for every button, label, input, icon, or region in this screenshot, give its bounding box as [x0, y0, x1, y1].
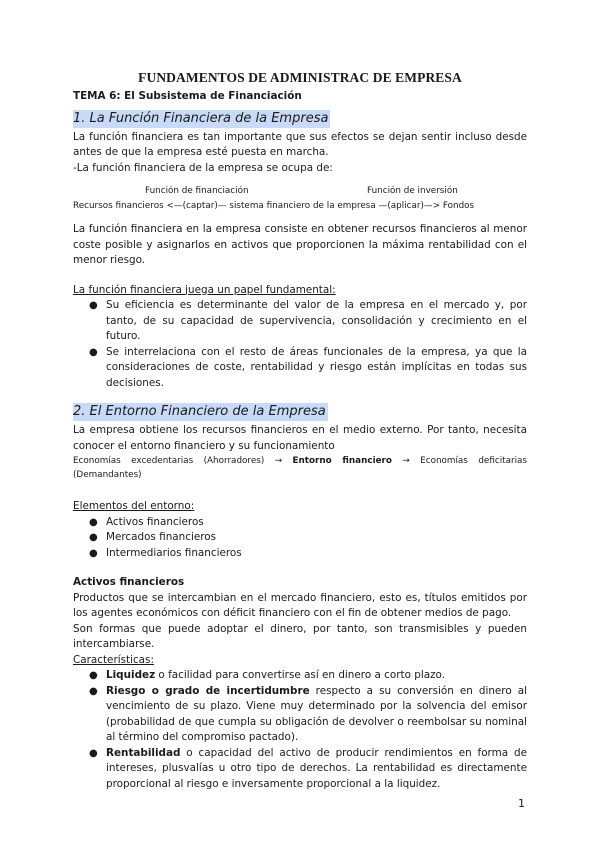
page-content: [73, 70, 527, 792]
section1-paragraph: La función financiera en la empresa consiste en obtener recursos financieros al menor coste posible y asignarlos en activos que proporcionen la máxima rentabilidad con el menor riesgo.: [73, 223, 527, 266]
elements-heading: Elementos del entorno:: [73, 500, 195, 512]
list-item: ● Mercados financieros: [73, 530, 527, 546]
list-item: ● Liquidez o facilidad para convertirse así en dinero a corto plazo.: [73, 668, 527, 684]
bullet-icon: ●: [89, 685, 98, 697]
list-item: ● Su eficiencia es determinante del valor de la empresa en el mercado y, por tanto, de su capacidad de supervivencia, consolidación y crecimiento en el futuro.: [89, 299, 527, 342]
function-labels: [73, 185, 527, 199]
bullet-icon: ●: [89, 747, 98, 759]
bullet-icon: ●: [89, 516, 98, 528]
activos-p2: Son formas que puede adoptar el dinero, por tanto, son transmisibles y pueden intercambiarse.: [73, 622, 527, 650]
page-number: 1: [518, 797, 525, 810]
bullet-icon: ●: [89, 532, 98, 543]
bullet-icon: ●: [89, 300, 98, 311]
activos-p1: Productos que se intercambian en el mercado financiero, esto es, títulos emitidos por los agentes económicos con déficit financiero con el fin de obtener medios de pago.: [73, 591, 527, 619]
bullet-icon: ●: [89, 670, 98, 681]
list-item: ● Activos financieros: [73, 515, 527, 531]
caracteristicas-list: [73, 668, 527, 792]
section1-heading: 1. La Función Financiera de la Empresa: [73, 110, 329, 126]
bullet-icon: ●: [89, 547, 98, 559]
activos-heading: Activos financieros: [73, 576, 185, 588]
section2-heading: 2. El Entorno Financiero de la Empresa: [73, 404, 326, 419]
list-item: ● Intermediarios financieros: [73, 546, 527, 562]
flow-line: Recursos financieros <—(captar)— sistema financiero de la empresa —(aplicar)—> Fondos: [73, 201, 475, 211]
section1-list-heading: La función financiera juega un papel fundamental:: [73, 283, 336, 296]
section2-paragraph: La empresa obtiene los recursos financieros en el medio externo. Por tanto, necesita conocer el entorno financiero y su funcionamiento: [73, 424, 527, 452]
label-financiacion: Función de financiación: [145, 186, 249, 196]
section1-intro: La función financiera es tan importante que sus efectos se dejan sentir incluso desde antes de que la empresa esté puesta en marcha.: [73, 130, 527, 158]
list-item: ● Se interrelaciona con el resto de áreas funcionales de la empresa, ya que la consideraciones de coste, rentabilidad y riesgo están implícitas en todas sus decisiones.: [89, 345, 527, 389]
section1-bullet-list: [73, 298, 527, 391]
caracteristicas-heading: Características:: [73, 653, 154, 666]
list-item: ● Rentabilidad o capacidad del activo de producir rendimientos en forma de intereses, plusvalías u otro tipo de derechos. La rentabilidad es directamente proporcional al riesgo e inversamente proporcional a la liquidez.: [89, 746, 527, 790]
label-inversion: Función de inversión: [367, 186, 458, 196]
bullet-icon: ●: [89, 346, 98, 358]
elements-list: [73, 515, 527, 562]
list-item: ● Riesgo o grado de incertidumbre respecto a su conversión en dinero al vencimiento de su plazo. Viene muy determinado por la solvencia del emisor (probabilidad de que cumpla su obligación de devolver o reembolsar su nominal al término del compromiso pactado).: [89, 684, 527, 743]
section1-intro2: -La función financiera de la empresa se ocupa de:: [73, 161, 333, 174]
document-subtitle: TEMA 6: El Subsistema de Financiación: [73, 90, 302, 102]
document-title: FUNDAMENTOS DE ADMINISTRAC DE EMPRESA: [138, 70, 462, 85]
section2-flow: Economías excedentarias (Ahorradores) → Entorno financiero → Economías deficitarias (Demandantes): [73, 456, 528, 480]
